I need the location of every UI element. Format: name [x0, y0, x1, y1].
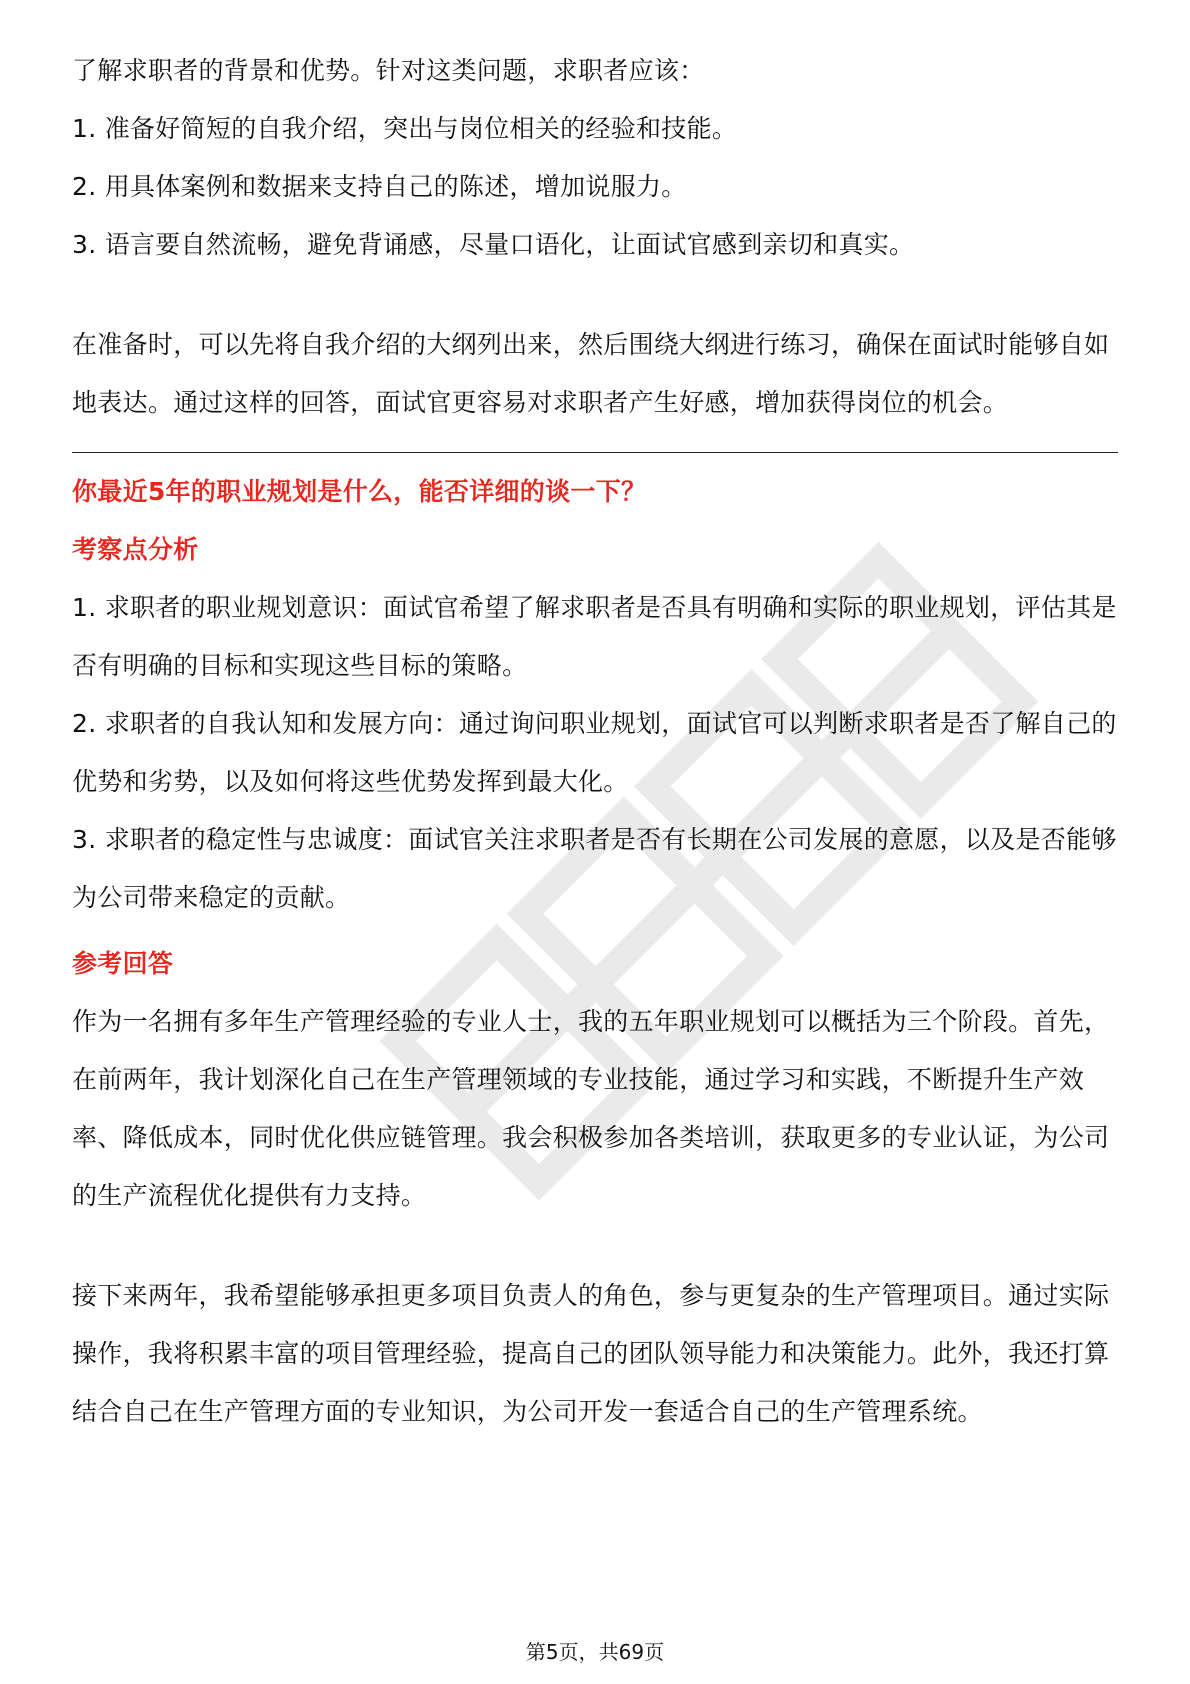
answer-paragraph: 接下来两年，我希望能够承担更多项目负责人的角色，参与更复杂的生产管理项目。通过实际操作，我将积累丰富的项目管理经验，提高自己的团队领导能力和决策能力。此外，我还打算结合自己在生产管理方面的专业知识，为公司开发一套适合自己的生产管理系统。 [72, 1281, 1110, 1426]
intro-tail: 了解求职者的背景和优势。针对这类问题，求职者应该： [72, 56, 705, 85]
section-divider [72, 452, 1118, 453]
tip-item: 3. 语言要自然流畅，避免背诵感，尽量口语化，让面试官感到亲切和真实。 [72, 230, 915, 259]
answer-heading: 参考回答 [72, 949, 174, 978]
prep-paragraph: 在准备时，可以先将自我介绍的大纲列出来，然后围绕大纲进行练习，确保在面试时能够自如地表达。通过这样的回答，面试官更容易对求职者产生好感，增加获得岗位的机会。 [72, 330, 1110, 417]
answer-paragraph: 作为一名拥有多年生产管理经验的专业人士，我的五年职业规划可以概括为三个阶段。首先，在前两年，我计划深化自己在生产管理领域的专业技能，通过学习和实践，不断提升生产效率、降低成本，同时优化供应链管理。我会积极参加各类培训，获取更多的专业认证，为公司的生产流程优化提供有力支持。 [72, 1007, 1110, 1210]
tip-item: 2. 用具体案例和数据来支持自己的陈述，增加说服力。 [72, 172, 687, 201]
document-body [72, 42, 1118, 1441]
analysis-point: 1. 求职者的职业规划意识：面试官希望了解求职者是否具有明确和实际的职业规划，评估其是否有明确的目标和实现这些目标的策略。 [72, 593, 1117, 680]
analysis-point: 2. 求职者的自我认知和发展方向：通过询问职业规划，面试官可以判断求职者是否了解自己的优势和劣势，以及如何将这些优势发挥到最大化。 [72, 709, 1117, 796]
question-title: 你最近5年的职业规划是什么，能否详细的谈一下？ [72, 477, 647, 506]
paragraph-gap [72, 1225, 1118, 1267]
paragraph-gap [72, 274, 1118, 316]
tip-item: 1. 准备好简短的自我介绍，突出与岗位相关的经验和技能。 [72, 114, 738, 143]
page-footer: 第5页，共69页 [525, 1640, 665, 1664]
analysis-point: 3. 求职者的稳定性与忠诚度：面试官关注求职者是否有长期在公司发展的意愿，以及是否能够为公司带来稳定的贡献。 [72, 825, 1117, 912]
analysis-heading: 考察点分析 [72, 535, 199, 564]
